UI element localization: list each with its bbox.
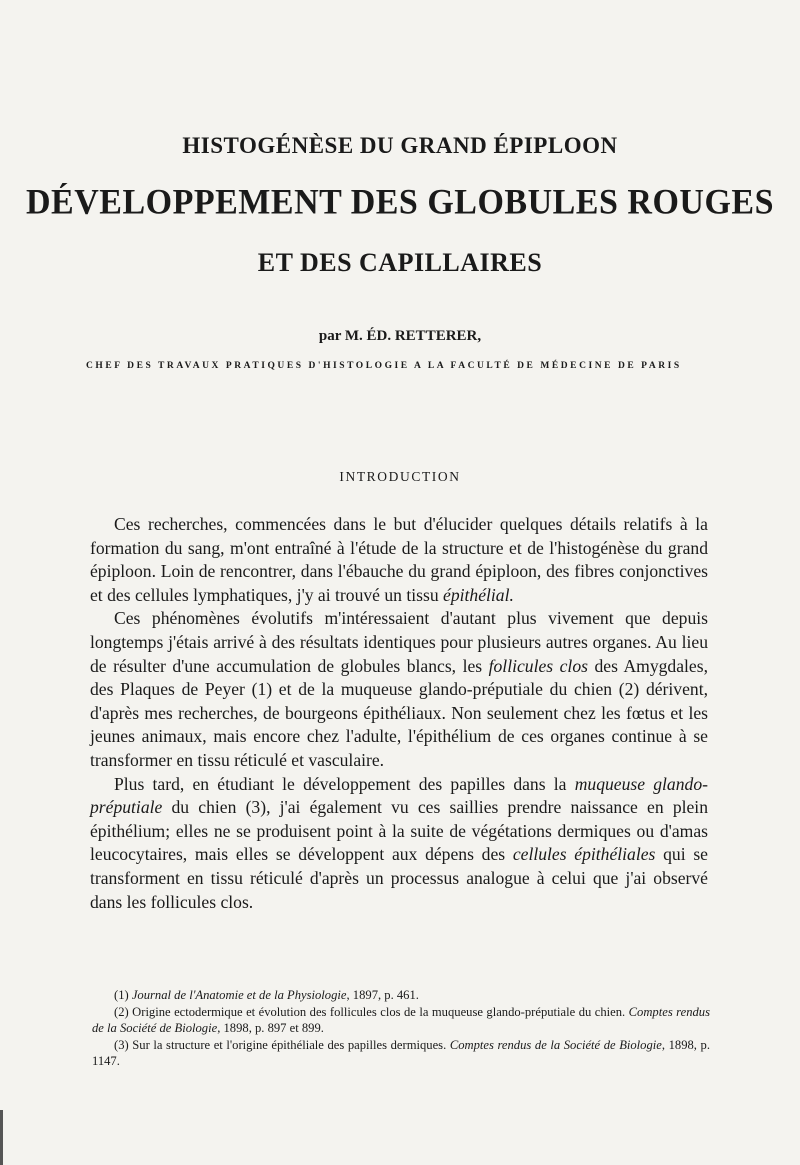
title-line-2: DÉVELOPPEMENT DES GLOBULES ROUGES [26, 183, 774, 222]
footnote-journal: Journal de l'Anatomie et de la Physiologie [131, 988, 347, 1002]
footnote-journal: Comptes rendus de la Société de Biologie [449, 1037, 662, 1052]
footnote-text: Sur la structure et l'origine épithéliale des papilles dermiques. [128, 1037, 450, 1052]
paragraph-italic: follicules clos [488, 655, 588, 676]
paragraph-text: Ces phénomènes évolutifs m'intéressaient d'autant plus vivement que depuis longtemps j'étais arrivé à des résultats identiques pour plusieurs autres organes. Au lieu de résulter d'une accumulation de globules blancs, les [90, 608, 708, 676]
footnote-journal: Comptes rendus de la Société de Biologie [92, 1004, 710, 1036]
body-text [90, 513, 708, 914]
author-affiliation: CHEF DES TRAVAUX PRATIQUES D'HISTOLOGIE A LA FACULTÉ DE MÉDECINE DE PARIS [86, 361, 682, 371]
title-line-1: HISTOGÉNÈSE DU GRAND ÉPIPLOON [182, 133, 618, 158]
section-heading: INTRODUCTION [339, 469, 461, 484]
paragraph-text: qui se transforment en tissu réticulé d'après un processus analogue à celui que j'ai observé dans les follicules clos. [90, 844, 708, 912]
paragraph-text: Ces recherches, commencées dans le but d'élucider quelques détails relatifs à la formation du sang, m'ont entraîné à l'étude de la structure et de l'histogénèse du grand épiploon. Loin de rencontrer, dans l'ébauche du grand épiploon, des fibres conjonctives et des cellules lymphatiques, j'y ai trouvé un tissu [90, 514, 708, 605]
paragraph-2 [90, 607, 708, 772]
title-line-3: ET DES CAPILLAIRES [257, 248, 543, 277]
footnote-text: , 1898, p. 897 et 899. [217, 1021, 324, 1036]
footnote-2 [92, 1004, 710, 1037]
footnote-text: Origine ectodermique et évolution des follicules clos de la muqueuse glando-préputiale du chien. [128, 1004, 629, 1019]
footnote-text: , 1897, p. 461. [346, 988, 419, 1002]
paragraph-italic: muqueuse glando-préputiale [90, 773, 708, 818]
footnote-number: (3) [114, 1037, 129, 1052]
footnotes [92, 987, 710, 1070]
paragraph-3 [90, 773, 708, 915]
page-edge-mark [0, 1110, 3, 1165]
paragraph-italic: épithélial. [443, 584, 514, 605]
author-byline: par M. ÉD. RETTERER, [318, 328, 482, 344]
paragraph-italic: cellules épithéliales [512, 844, 656, 865]
paragraph-text: Plus tard, en étudiant le développement des papilles dans la [114, 773, 575, 794]
footnote-text: , 1898, p. 1147. [92, 1037, 710, 1069]
paragraph-text: des Amygdales, des Plaques de Peyer (1) et de la muqueuse glando-préputiale du chien (2) dérivent, d'après mes recherches, de bourgeons épithéliaux. Non seulement chez les fœtus et les jeunes animaux, mais encore chez l'adulte, l'épithélium de ces organes continue à se transformer en tissu réticulé et vasculaire. [90, 655, 708, 770]
footnote-3 [92, 1037, 710, 1070]
paragraph-text: du chien (3), j'ai également vu ces saillies prendre naissance en plein épithélium; elles ne se produisent point à la suite de végétations dermiques ou d'amas leucocytaires, mais elles se développent aux dépens des [90, 797, 708, 865]
footnote-number: (1) [114, 988, 129, 1002]
footnote-1 [92, 987, 710, 1004]
paragraph-1 [90, 513, 708, 607]
footnote-number: (2) [114, 1004, 129, 1019]
